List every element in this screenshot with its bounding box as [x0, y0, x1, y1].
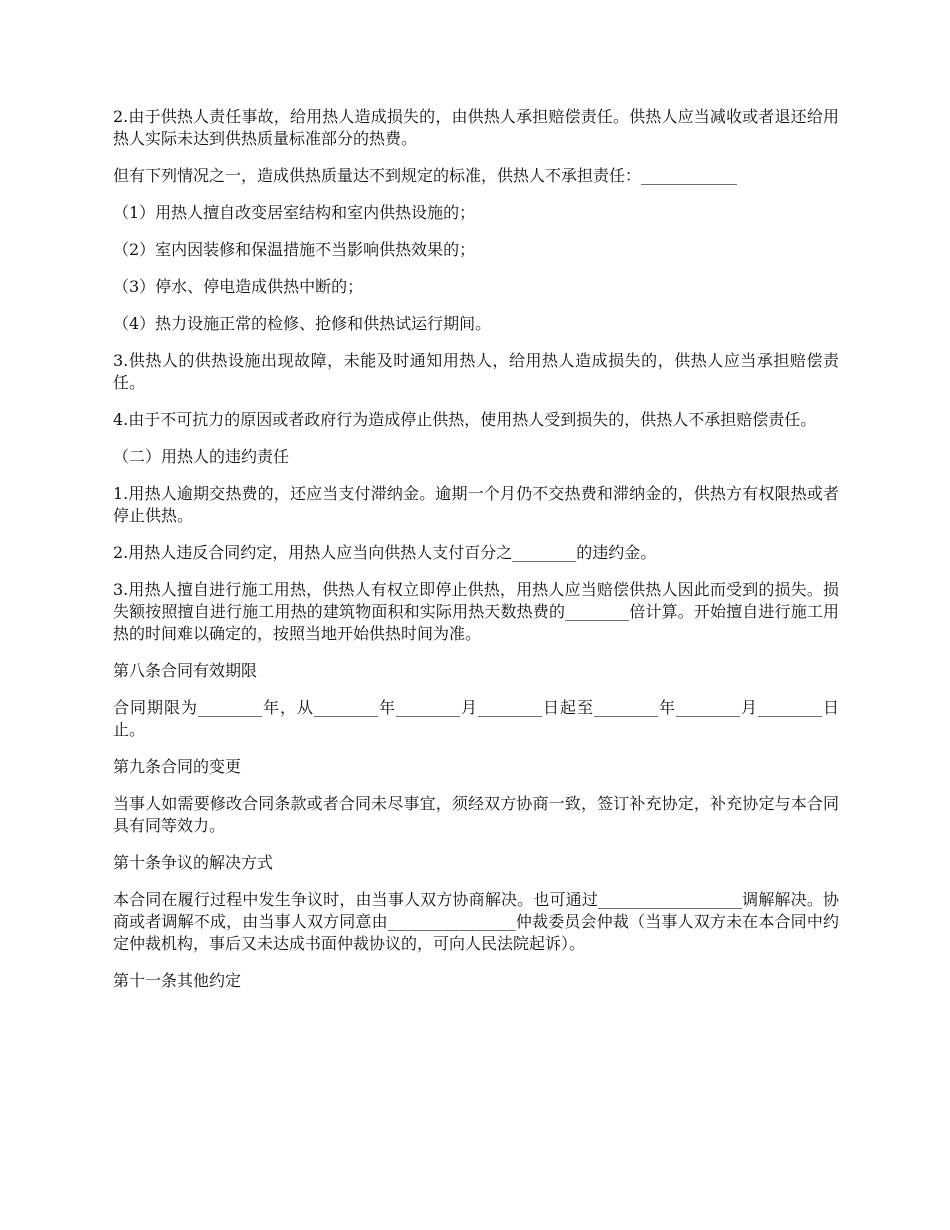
- paragraph-dispute-resolution: 本合同在履行过程中发生争议时，由当事人双方协商解决。也可通过__________________调解解决。协商或者调解不成，由当事人双方同意由________________仲裁委员会仲裁（当事人双方未在本合同中约定仲裁机构，事后又未达成书面仲裁协议的，可向人民法院起诉）。: [113, 890, 839, 953]
- article-heading-9: 第九条合同的变更: [113, 757, 242, 776]
- paragraph-liability-facility-failure: 3.供热人的供热设施出现故障，未能及时通知用热人，给用热人造成损失的，供热人应当承担赔偿责任。: [113, 351, 839, 392]
- paragraph-contract-term: 合同期限为________年，从________年________月________日起至________年________月________日止。: [113, 698, 839, 739]
- paragraph-exemption-conditions: 但有下列情况之一，造成供热质量达不到规定的标准，供热人不承担责任：____________: [113, 166, 738, 185]
- section-heading-user-liability: （二）用热人的违约责任: [113, 447, 290, 466]
- document-page: [113, 106, 839, 1007]
- paragraph-exemption-item-3: （3）停水、停电造成供热中断的；: [113, 277, 364, 296]
- article-heading-8: 第八条合同有效期限: [113, 661, 258, 680]
- paragraph-exemption-item-2: （2）室内因装修和保温措施不当影响供热效果的；: [113, 240, 476, 259]
- paragraph-late-payment: 1.用热人逾期交热费的，还应当支付滞纳金。逾期一个月仍不交热费和滞纳金的，供热方有权限热或者停止供热。: [113, 484, 839, 525]
- paragraph-unauthorized-construction-heating: 3.用热人擅自进行施工用热，供热人有权立即停止供热，用热人应当赔偿供热人因此而受到的损失。损失额按照擅自进行施工用热的建筑物面积和实际用热天数热费的________倍计算。开始擅自进行施工用热的时间难以确定的，按照当地开始供热时间为准。: [113, 580, 839, 643]
- paragraph-exemption-item-1: （1）用热人擅自改变居室结构和室内供热设施的；: [113, 203, 476, 222]
- paragraph-breach-penalty: 2.用热人违反合同约定，用热人应当向供热人支付百分之________的违约金。: [113, 543, 657, 562]
- article-heading-10: 第十条争议的解决方式: [113, 853, 274, 872]
- paragraph-contract-changes: 当事人如需要修改合同条款或者合同未尽事宜，须经双方协商一致，签订补充协定，补充协定与本合同具有同等效力。: [113, 794, 839, 835]
- article-heading-11: 第十一条其他约定: [113, 971, 242, 990]
- paragraph-exemption-item-4: （4）热力设施正常的检修、抢修和供热试运行期间。: [113, 314, 492, 333]
- paragraph-force-majeure: 4.由于不可抗力的原因或者政府行为造成停止供热，使用热人受到损失的，供热人不承担赔偿责任。: [113, 410, 817, 429]
- paragraph-liability-heat-supplier-accident: 2.由于供热人责任事故，给用热人造成损失的，由供热人承担赔偿责任。供热人应当减收或者退还给用热人实际未达到供热质量标准部分的热费。: [113, 107, 839, 148]
